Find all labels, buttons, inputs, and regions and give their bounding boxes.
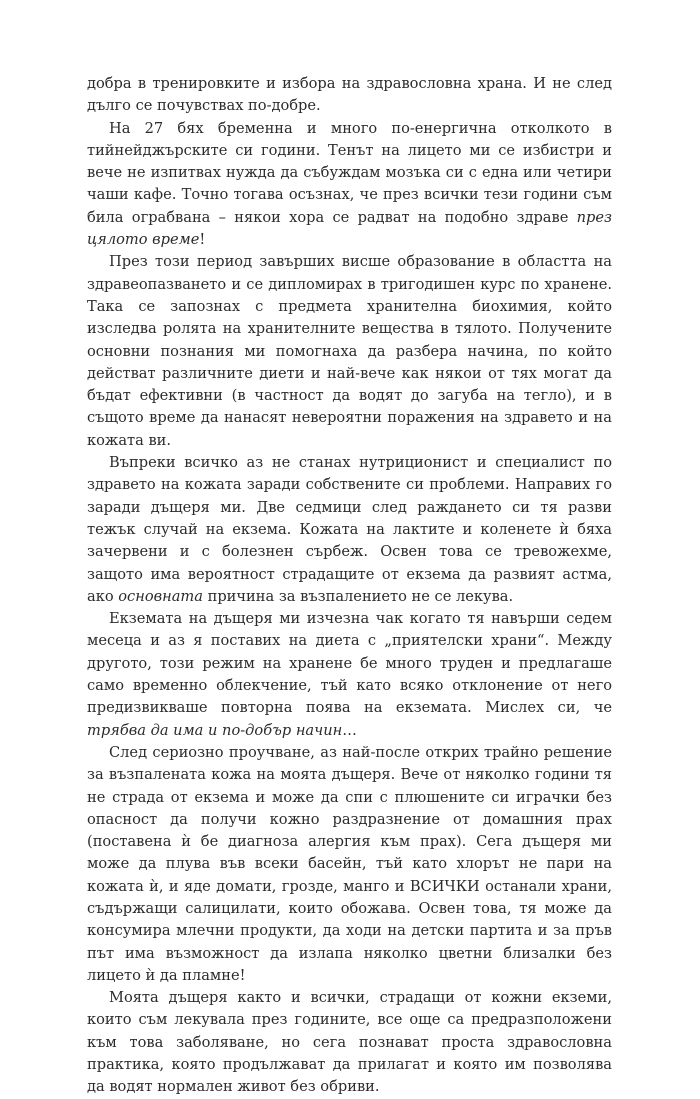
- text-segment: причина за възпалението не се лекува.: [202, 587, 514, 605]
- paragraph-6: [87, 742, 612, 987]
- text-segment: Въпреки всичко аз не станах нутриционист и специалист по здравето на кожата заради собствените си проблеми. Направих го заради дъщеря ми. Две седмици след раждането си тя разви тежък случай на екзема. Кожата на лактите и коленете ѝ бяха зачервени и с болезнен сърбеж. Освен това се тревожехме, защото има вероятност страдащите от екзема да развият астма, ако: [87, 454, 612, 605]
- text-segment: !: [199, 231, 206, 249]
- text-segment: Екземата на дъщеря ми изчезна чак когато тя навърши седем месеца и аз я поставих на диета с „приятелски храни“. Между другото, този режим на хранене бе много труден и предлагаше само временно облекчение, тъй като всяко отклонение от него предизвикваше повторна поява на екземата. Мислех си, че: [87, 610, 612, 717]
- paragraph-7: [87, 987, 612, 1098]
- paragraph-5: [87, 608, 612, 742]
- text-segment: …: [342, 721, 357, 739]
- text-segment: Моята дъщеря както и всички, страдащи от кожни екземи, които съм лекувала през годините, все още са предразположени към това заболяване, но сега познават проста здравословна практика, която продължават да прилагат и която им позволява да водят нормален живот без обриви.: [87, 989, 612, 1096]
- paragraph-2: [87, 118, 612, 252]
- italic-text-segment: основната: [118, 587, 203, 605]
- paragraph-1: [87, 73, 612, 118]
- text-segment: След сериозно проучване, аз най-после открих трайно решение за възпалената кожа на моята дъщеря. Вече от няколко години тя не страда от екзема и може да спи с плюшените си играчки без опасност да получи кожно раздразнение от домашния прах (поставена ѝ бе диагноза алергия към прах). Сега дъщеря ми може да плува във всеки басейн, тъй като хлорът не пари на кожата ѝ, и яде домати, грозде, манго и ВСИЧКИ останали храни, съдържащи салицилати, които обожава. Освен това, тя може да консумира млечни продукти, да ходи на детски партита и за пръв път има възможност да излапа няколко цветни близалки без лицето ѝ да пламне!: [87, 743, 612, 984]
- paragraph-3: [87, 251, 612, 452]
- page-body-text: [87, 73, 612, 1099]
- italic-text-segment: през цялото време: [87, 208, 612, 249]
- italic-text-segment: трябва да има и по-добър начин: [87, 721, 343, 739]
- text-segment: На 27 бях бременна и много по-енергична отколкото в тийнейджърските си години. Тенът на лицето ми се избистри и вече не изпитвах нужда да събуждам мозъка си с една или четири чаши кафе. Точно тогава осъзнах, че през всички тези години съм била ограбвана – някои хора се радват на подобно здраве: [87, 119, 612, 226]
- paragraph-4: [87, 452, 612, 608]
- text-segment: добра в тренировките и избора на здравословна храна. И не след дълго се почувствах по-добре.: [87, 75, 612, 115]
- text-segment: През този период завърших висше образование в областта на здравеопазването и се дипломирах в тригодишен курс по хранене. Така се запознах с предмета хранителна биохимия, който изследва ролята на хранителните вещества в тялото. Получените основни познания ми помогнаха да разбера начина, по който действат различните диети и най-вече как някои от тях могат да бъдат ефективни (в частност да водят до загуба на тегло), и в същото време да нанасят невероятни поражения на здравето и на кожата ви.: [87, 253, 612, 449]
